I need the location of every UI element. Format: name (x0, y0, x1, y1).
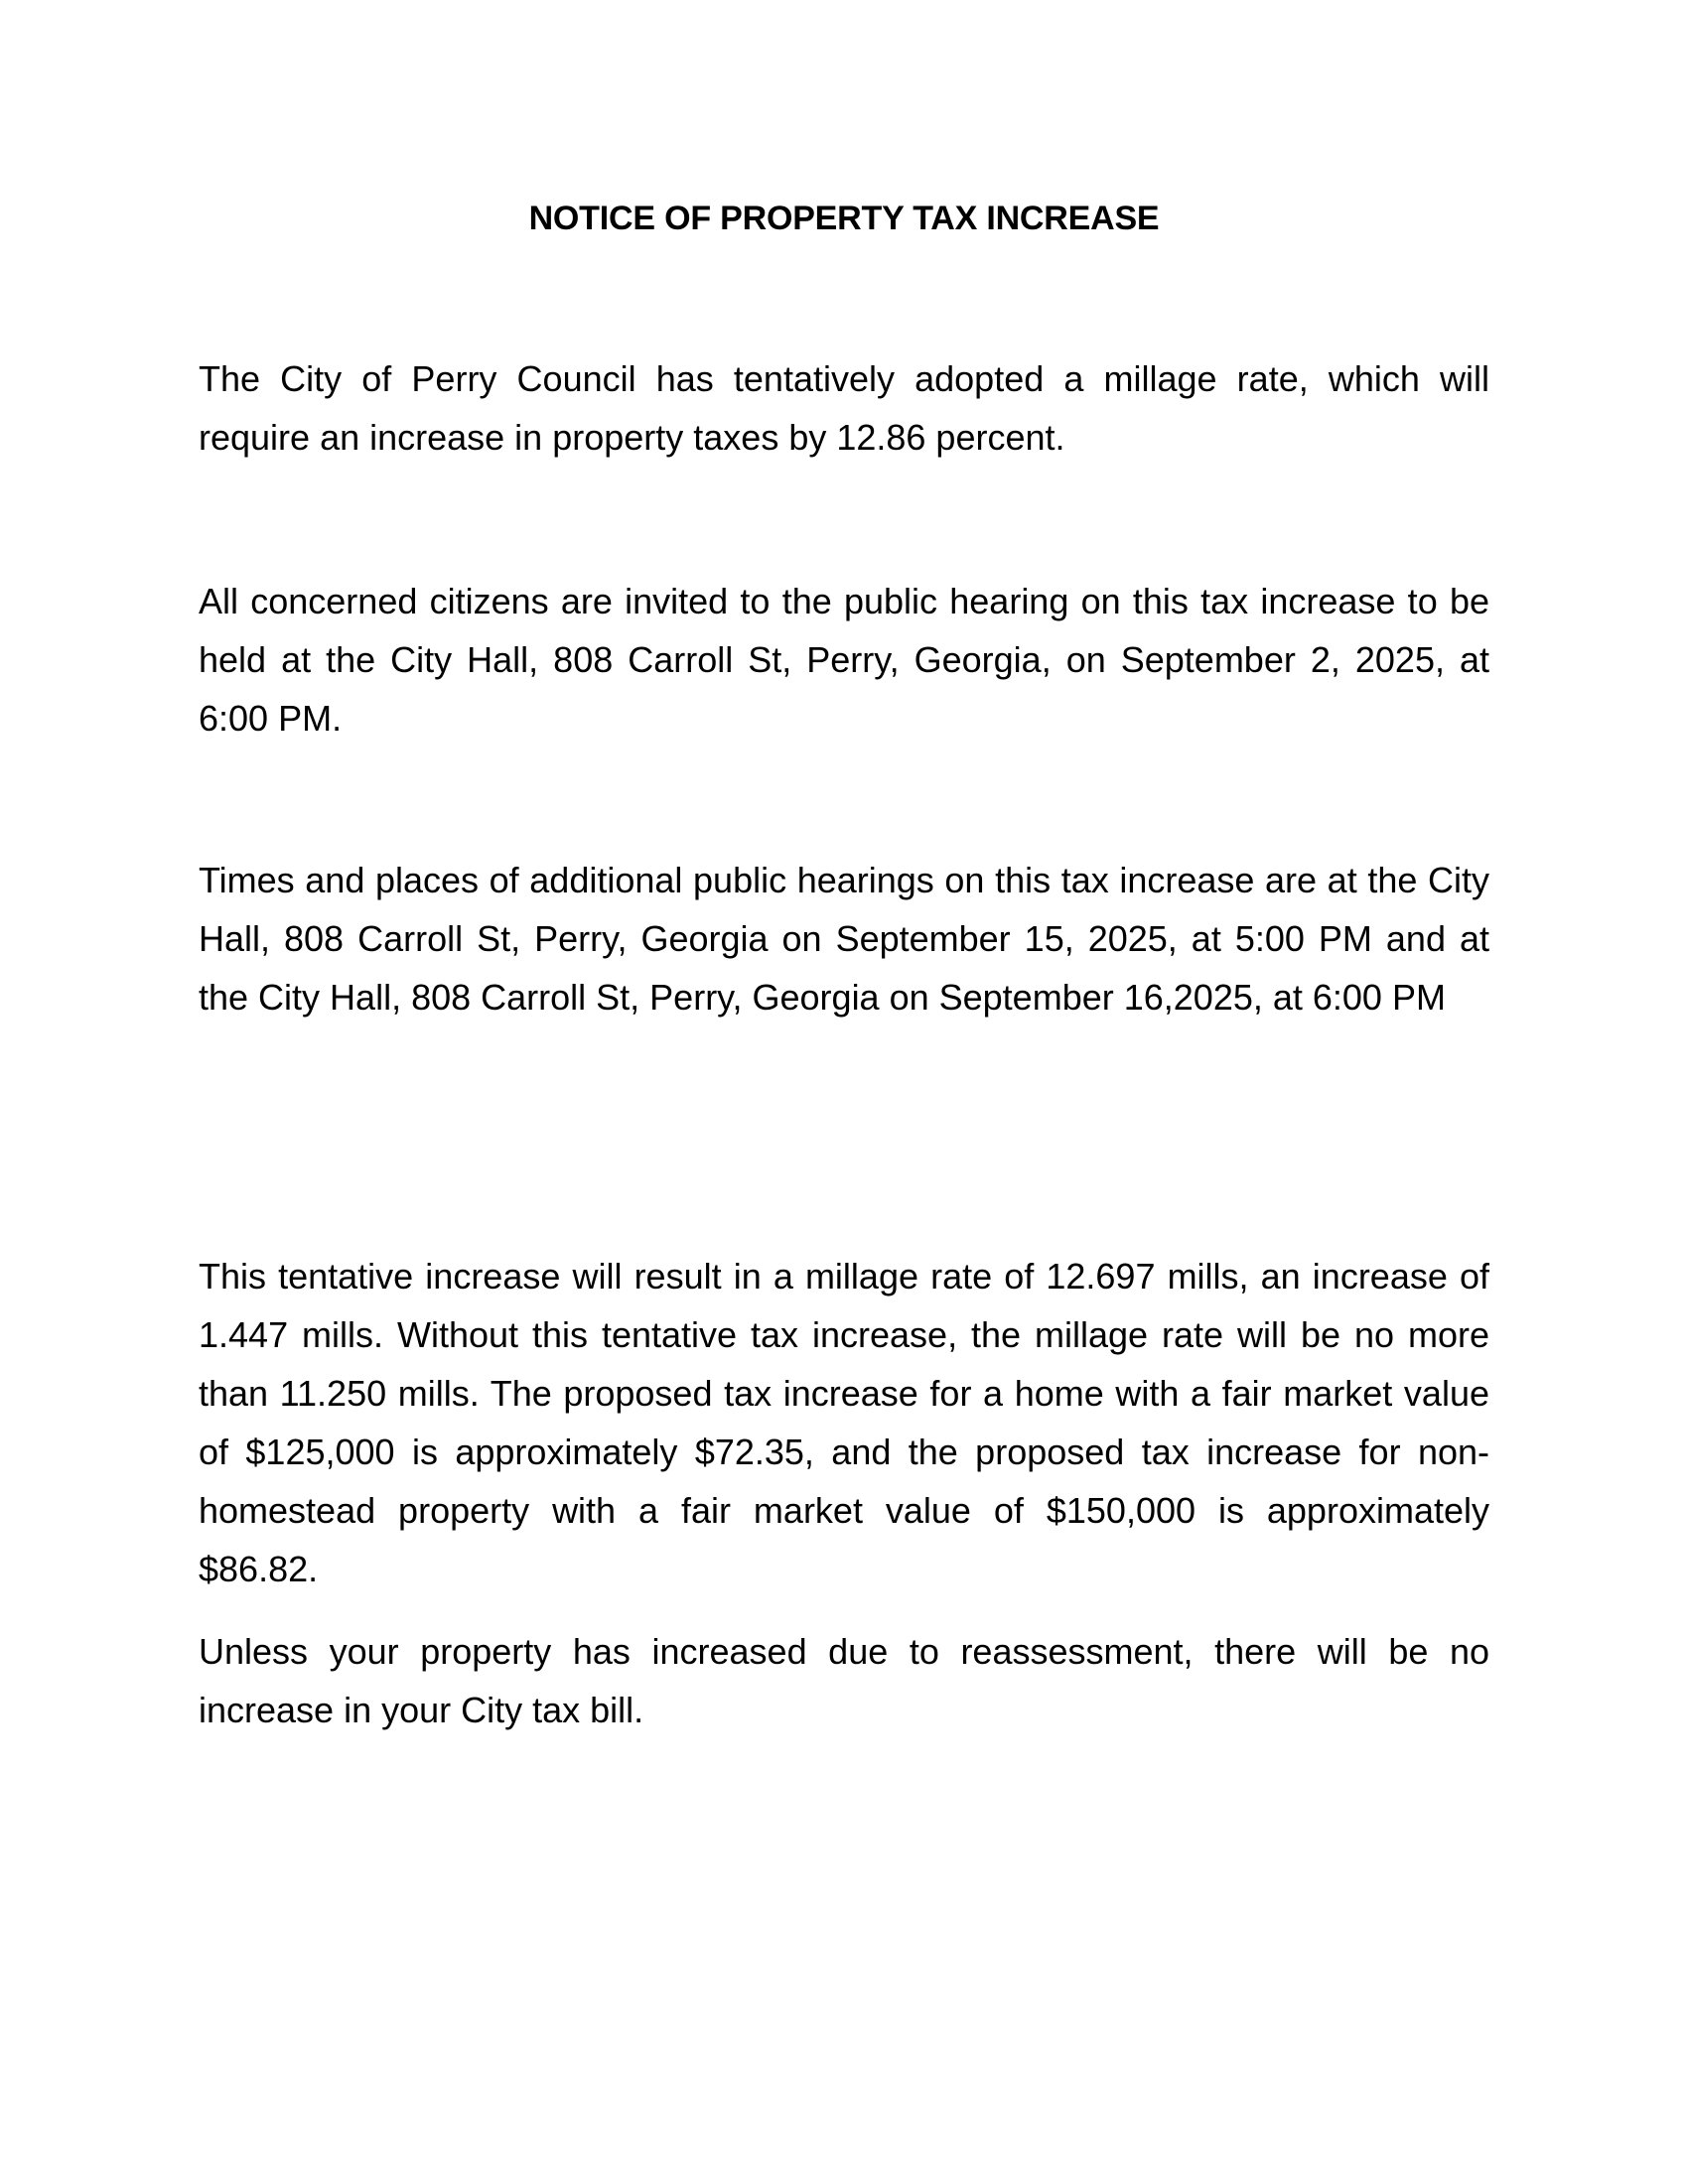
notice-title: NOTICE OF PROPERTY TAX INCREASE (528, 200, 1160, 237)
paragraph-millage-adoption: The City of Perry Council has tentatively adopted a millage rate, which will require an increase in property taxes by 12.86 percent. (199, 358, 1489, 458)
paragraph-additional-hearings: Times and places of additional public hearings on this tax increase are at the City Hall, 808 Carroll St, Perry, Georgia on September 15, 2025, at 5:00 PM and at the City Hall, 808 Carroll St, Perry, Georgia on September 16,2025, at 6:00 PM (199, 860, 1489, 1018)
paragraph-reassessment-note: Unless your property has increased due to reassessment, there will be no increase in your City tax bill. (199, 1631, 1489, 1730)
paragraph-millage-details: This tentative increase will result in a millage rate of 12.697 mills, an increase of 1.447 mills. Without this tentative tax increase, the millage rate will be no more than 11.250 mills. The proposed tax increase for a home with a fair market value of $125,000 is approximately $72.35, and the proposed tax increase for non-homestead property with a fair market value of $150,000 is approximately $86.82. (199, 1256, 1489, 1589)
paragraph-public-hearing: All concerned citizens are invited to the public hearing on this tax increase to be held at the City Hall, 808 Carroll St, Perry, Georgia, on September 2, 2025, at 6:00 PM. (199, 581, 1489, 739)
